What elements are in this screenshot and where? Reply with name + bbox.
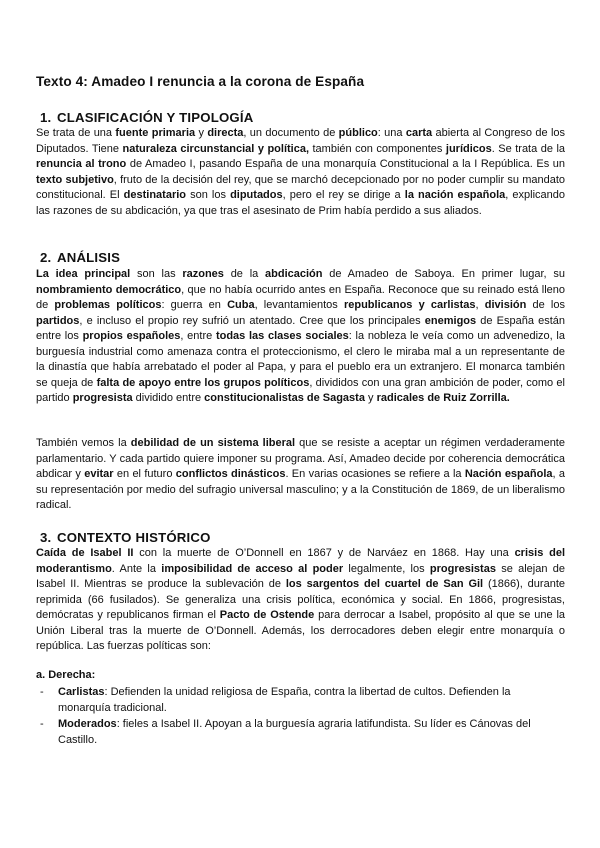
text-run: : la nobleza le veía como un advenedizo, la burguesía industrial como amenaza contra el proteccionismo, el clero le miraba mal a un representante de la dinastía que había arrebatado el poder al Papa, y para el pueblo era un extranjero. El monarca también se queja de xyxy=(36,330,565,389)
bold-run: evitar xyxy=(84,468,114,480)
text-run: . Ante la xyxy=(111,562,162,575)
text-run: , e incluso el propio rey sufrió un atentado. Cree que los principales xyxy=(79,314,425,327)
section-number: 3. xyxy=(40,530,52,545)
bold-run: diputados xyxy=(230,189,283,201)
section-number: 2. xyxy=(40,250,52,265)
text-run: y xyxy=(195,127,208,139)
bold-run: naturaleza circunstancial y política, xyxy=(122,142,310,155)
bold-run: división xyxy=(484,299,527,311)
bold-run: republicanos y carlistas xyxy=(343,299,476,311)
bold-run: progresista xyxy=(72,392,133,404)
text-run: , un documento de xyxy=(243,127,339,139)
bold-run: constitucionalistas de Sagasta xyxy=(204,392,365,404)
bold-run: propios españoles xyxy=(82,330,181,342)
text-run: dividido entre xyxy=(132,392,205,404)
text-run: , xyxy=(475,299,485,311)
bold-run: texto subjetivo xyxy=(36,173,114,186)
bold-run: falta de apoyo entre los grupos políticos xyxy=(96,376,310,389)
text-run: se alejan de Isabel II. Mientras se produce la sublevación de xyxy=(36,562,565,590)
paragraph-clasificacion xyxy=(36,126,565,219)
section-heading-analisis xyxy=(40,250,120,265)
text-run: también con componentes xyxy=(309,142,446,155)
section-title: ANÁLISIS xyxy=(57,250,121,265)
text-run: que se resiste a aceptar un régimen verdaderamente parlamentario. Y cada partido quiere imponer su programa. Así, Amadeo decide por coherencia democrática abdicar y xyxy=(36,437,565,480)
bold-run: abdicación xyxy=(265,268,323,280)
list-item-carlistas xyxy=(36,685,565,716)
text-run: , que no había ocurrido antes en España. Reconoce que su reinado está lleno de xyxy=(36,283,566,311)
bold-run: todas las clases sociales xyxy=(215,330,349,342)
text-run: de Amadeo I, pasando España de una monarquía Constitucional a la I República. Es un xyxy=(126,158,565,170)
text-run: , divididos con una gran ambición de poder, como el partido xyxy=(36,376,565,404)
text-run: de los xyxy=(526,299,565,311)
bold-run: Cuba xyxy=(227,299,255,311)
bold-run: partidos xyxy=(36,314,80,327)
bold-run: directa xyxy=(207,127,244,139)
bold-run: progresistas xyxy=(429,562,496,575)
text-run: Se trata de una xyxy=(36,127,116,139)
text-run: de la xyxy=(223,268,266,280)
document-title: Texto 4: Amadeo I renuncia a la corona de España xyxy=(36,74,365,89)
bold-run: imposibilidad de acceso al poder xyxy=(161,562,344,575)
bold-run: Caída de Isabel II xyxy=(36,547,134,559)
text-run: para derrocar a Isabel, propósito al que se une la Unión Liberal tras la muerte de O’Donnell. Además, los derrocadores deben elegir entre monarquía o república. Las fuerzas políticas son: xyxy=(36,609,566,652)
text-run: , a su representación por medio del sufragio universal masculino; y a la Constitución de 1869, de un liberalismo radical. xyxy=(36,468,566,511)
text-run: , pero el rey se dirige a xyxy=(282,189,405,201)
bold-run: Pacto de Ostende xyxy=(219,609,315,621)
section-heading-contexto xyxy=(40,530,211,545)
list-item-text: : Defienden la unidad religiosa de España, contra la libertad de cultos. Defienden la monarquía tradicional. xyxy=(58,686,511,714)
section-title: CONTEXTO HISTÓRICO xyxy=(57,530,211,545)
text-run: son los xyxy=(186,189,231,201)
bold-run: problemas políticos xyxy=(54,299,162,311)
sub-heading-derecha: a. Derecha: xyxy=(36,669,96,681)
paragraph-analisis-2 xyxy=(36,436,565,514)
list-bullet: - xyxy=(40,718,44,730)
text-run: . Se trata de la xyxy=(491,142,566,155)
text-run: de Amadeo de Saboya. En primer lugar, su xyxy=(322,268,565,280)
text-run: , entre xyxy=(180,330,216,342)
bold-run: enemigos xyxy=(424,314,477,327)
bold-run: razones xyxy=(182,268,224,280)
bold-run: destinatario xyxy=(123,189,187,201)
bold-run: carta xyxy=(405,127,433,139)
list-item-moderados xyxy=(36,717,565,748)
section-number: 1. xyxy=(40,110,52,125)
bold-run: Nación española xyxy=(464,468,553,480)
list-item-text: : fieles a Isabel II. Apoyan a la burguesía agraria latifundista. Su líder es Cánovas del Castillo. xyxy=(58,718,531,746)
bold-run: crisis del moderantismo xyxy=(36,547,565,575)
list-item-name: Moderados xyxy=(58,718,117,730)
text-run: . En varias ocasiones se refiere a la xyxy=(285,468,465,480)
text-run: en el futuro xyxy=(113,468,176,480)
bold-run: radicales de Ruiz Zorrilla. xyxy=(376,392,510,404)
bold-run: nombramiento democrático xyxy=(36,283,182,296)
text-run: , fruto de la decisión del rey, que se marchó decepcionado por no poder cumplir su mandato constitucional. El xyxy=(36,173,566,201)
section-heading-clasificacion xyxy=(40,110,253,125)
bold-run: fuente primaria xyxy=(115,127,196,139)
bold-run: los sargentos del cuartel de San Gil xyxy=(285,578,484,590)
text-run: (1866), durante reprimida (66 fusilados). Se generaliza una crisis política, económica y social. En 1866, progresistas, demócratas y republicanos firman el xyxy=(36,578,565,621)
bold-run: conflictos dinásticos xyxy=(175,468,286,480)
text-run: y xyxy=(364,392,377,404)
bold-run: público xyxy=(338,127,378,139)
list-item-name: Carlistas xyxy=(58,686,105,698)
bold-run: jurídicos xyxy=(445,142,492,155)
text-run: de España están entre los xyxy=(36,314,565,342)
text-run: , explicando las razones de su abdicación, ya que tras el asesinato de Prim había perdido a sus aliados. xyxy=(36,189,565,217)
text-run: son las xyxy=(130,268,183,280)
list-bullet: - xyxy=(40,686,44,698)
text-run: abierta al Congreso de los Diputados. Tiene xyxy=(36,127,566,155)
bold-run: la nación española xyxy=(404,189,506,201)
bold-run: La idea principal xyxy=(36,268,131,280)
text-run: : una xyxy=(377,127,406,139)
bold-run: renuncia al trono xyxy=(36,158,127,170)
text-run: legalmente, los xyxy=(343,562,430,575)
text-run: , levantamientos xyxy=(254,299,344,311)
paragraph-analisis-1 xyxy=(36,267,565,407)
text-run: con la muerte de O’Donnell en 1867 y de Narváez en 1868. Hay una xyxy=(133,547,515,559)
text-run: También vemos la xyxy=(36,437,131,449)
paragraph-contexto xyxy=(36,546,565,655)
section-title: CLASIFICACIÓN Y TIPOLOGÍA xyxy=(57,110,254,125)
bold-run: debilidad de un sistema liberal xyxy=(130,437,296,449)
text-run: : guerra en xyxy=(161,299,228,311)
